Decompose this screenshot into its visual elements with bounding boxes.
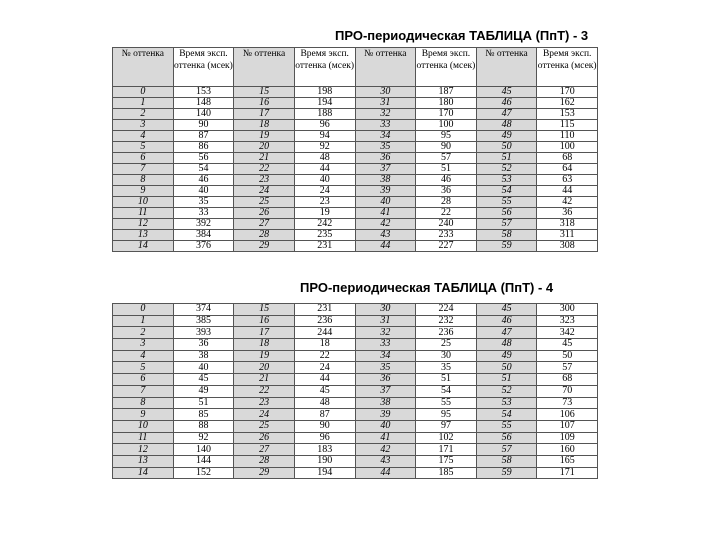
exposure-time-cell: 240	[416, 219, 477, 230]
exposure-time-cell: 190	[294, 455, 355, 467]
shade-number-cell: 59	[476, 241, 537, 252]
table-row	[113, 327, 598, 339]
table-row	[113, 350, 598, 362]
shade-number-cell: 8	[113, 397, 174, 409]
shade-number-cell: 41	[355, 208, 416, 219]
table-row	[113, 420, 598, 432]
shade-number-cell: 0	[113, 304, 174, 316]
shade-number-cell: 13	[113, 230, 174, 241]
shade-number-cell: 50	[476, 362, 537, 374]
table-row	[113, 208, 598, 219]
exposure-time-cell: 236	[294, 315, 355, 327]
shade-number-cell: 10	[113, 420, 174, 432]
exposure-time-cell: 28	[416, 197, 477, 208]
table-row	[113, 315, 598, 327]
exposure-time-cell: 57	[537, 362, 598, 374]
table-row	[113, 467, 598, 479]
table-row	[113, 142, 598, 153]
exposure-time-cell: 183	[294, 444, 355, 456]
shade-number-cell: 16	[234, 98, 295, 109]
shade-number-cell: 10	[113, 197, 174, 208]
exposure-time-cell: 233	[416, 230, 477, 241]
header-exposure-time: Время экcп. оттенка (мсек)	[173, 48, 234, 87]
exposure-time-cell: 64	[537, 164, 598, 175]
shade-number-cell: 26	[234, 208, 295, 219]
shade-number-cell: 6	[113, 153, 174, 164]
exposure-time-cell: 45	[537, 339, 598, 351]
header-shade-number: № оттенка	[234, 48, 295, 87]
shade-number-cell: 39	[355, 186, 416, 197]
shade-number-cell: 9	[113, 409, 174, 421]
exposure-time-cell: 54	[173, 164, 234, 175]
exposure-time-cell: 49	[173, 385, 234, 397]
shade-number-cell: 40	[355, 420, 416, 432]
exposure-time-cell: 45	[173, 374, 234, 386]
exposure-time-cell: 140	[173, 444, 234, 456]
shade-number-cell: 29	[234, 241, 295, 252]
exposure-time-cell: 231	[294, 241, 355, 252]
exposure-time-cell: 236	[416, 327, 477, 339]
shade-number-cell: 36	[355, 374, 416, 386]
exposure-time-cell: 188	[294, 109, 355, 120]
exposure-time-cell: 198	[294, 87, 355, 98]
shade-number-cell: 12	[113, 219, 174, 230]
shade-number-cell: 34	[355, 350, 416, 362]
shade-number-cell: 37	[355, 164, 416, 175]
exposure-time-cell: 51	[416, 164, 477, 175]
shade-number-cell: 50	[476, 142, 537, 153]
shade-number-cell: 6	[113, 374, 174, 386]
exposure-time-cell: 45	[294, 385, 355, 397]
table-4	[112, 303, 598, 479]
shade-number-cell: 15	[234, 304, 295, 316]
table-row	[113, 385, 598, 397]
shade-number-cell: 33	[355, 120, 416, 131]
exposure-time-cell: 170	[416, 109, 477, 120]
shade-number-cell: 30	[355, 304, 416, 316]
exposure-time-cell: 63	[537, 175, 598, 186]
exposure-time-cell: 140	[173, 109, 234, 120]
exposure-time-cell: 35	[173, 197, 234, 208]
exposure-time-cell: 235	[294, 230, 355, 241]
table-row	[113, 241, 598, 252]
shade-number-cell: 7	[113, 385, 174, 397]
shade-number-cell: 46	[476, 98, 537, 109]
shade-number-cell: 40	[355, 197, 416, 208]
shade-number-cell: 59	[476, 467, 537, 479]
exposure-time-cell: 232	[416, 315, 477, 327]
exposure-time-cell: 42	[537, 197, 598, 208]
exposure-time-cell: 185	[416, 467, 477, 479]
exposure-time-cell: 376	[173, 241, 234, 252]
shade-number-cell: 34	[355, 131, 416, 142]
shade-number-cell: 9	[113, 186, 174, 197]
exposure-time-cell: 148	[173, 98, 234, 109]
table-3	[112, 47, 598, 252]
shade-number-cell: 56	[476, 432, 537, 444]
shade-number-cell: 19	[234, 131, 295, 142]
exposure-time-cell: 24	[294, 362, 355, 374]
shade-number-cell: 57	[476, 219, 537, 230]
exposure-time-cell: 86	[173, 142, 234, 153]
exposure-time-cell: 244	[294, 327, 355, 339]
exposure-time-cell: 385	[173, 315, 234, 327]
shade-number-cell: 35	[355, 142, 416, 153]
shade-number-cell: 42	[355, 444, 416, 456]
exposure-time-cell: 87	[173, 131, 234, 142]
exposure-time-cell: 171	[537, 467, 598, 479]
exposure-time-cell: 342	[537, 327, 598, 339]
shade-number-cell: 37	[355, 385, 416, 397]
exposure-time-cell: 44	[537, 186, 598, 197]
shade-number-cell: 19	[234, 350, 295, 362]
shade-number-cell: 48	[476, 339, 537, 351]
header-exposure-time: Время экcп. оттенка (мсек)	[294, 48, 355, 87]
exposure-time-cell: 57	[416, 153, 477, 164]
exposure-time-cell: 38	[173, 350, 234, 362]
exposure-time-cell: 51	[416, 374, 477, 386]
shade-number-cell: 38	[355, 397, 416, 409]
exposure-time-cell: 95	[416, 409, 477, 421]
exposure-time-cell: 392	[173, 219, 234, 230]
header-exposure-time: Время экcп. оттенка (мсек)	[537, 48, 598, 87]
shade-number-cell: 26	[234, 432, 295, 444]
table-row	[113, 362, 598, 374]
exposure-time-cell: 54	[416, 385, 477, 397]
shade-number-cell: 45	[476, 304, 537, 316]
exposure-time-cell: 393	[173, 327, 234, 339]
shade-number-cell: 23	[234, 397, 295, 409]
shade-number-cell: 27	[234, 444, 295, 456]
shade-number-cell: 49	[476, 350, 537, 362]
shade-number-cell: 47	[476, 109, 537, 120]
shade-number-cell: 28	[234, 455, 295, 467]
exposure-time-cell: 55	[416, 397, 477, 409]
shade-number-cell: 38	[355, 175, 416, 186]
header-shade-number: № оттенка	[355, 48, 416, 87]
table-row	[113, 109, 598, 120]
table-row	[113, 409, 598, 421]
exposure-time-cell: 300	[537, 304, 598, 316]
exposure-time-cell: 22	[416, 208, 477, 219]
shade-number-cell: 18	[234, 339, 295, 351]
shade-number-cell: 45	[476, 87, 537, 98]
exposure-time-cell: 242	[294, 219, 355, 230]
exposure-time-cell: 106	[537, 409, 598, 421]
exposure-time-cell: 25	[416, 339, 477, 351]
exposure-time-cell: 102	[416, 432, 477, 444]
table-row	[113, 397, 598, 409]
shade-number-cell: 1	[113, 315, 174, 327]
exposure-time-cell: 94	[294, 131, 355, 142]
exposure-time-cell: 44	[294, 164, 355, 175]
shade-number-cell: 20	[234, 362, 295, 374]
shade-number-cell: 43	[355, 455, 416, 467]
shade-number-cell: 4	[113, 131, 174, 142]
shade-number-cell: 28	[234, 230, 295, 241]
exposure-time-cell: 323	[537, 315, 598, 327]
exposure-time-cell: 95	[416, 131, 477, 142]
exposure-time-cell: 88	[173, 420, 234, 432]
shade-number-cell: 22	[234, 164, 295, 175]
exposure-time-cell: 187	[416, 87, 477, 98]
shade-number-cell: 57	[476, 444, 537, 456]
exposure-time-cell: 40	[294, 175, 355, 186]
shade-number-cell: 54	[476, 409, 537, 421]
exposure-time-cell: 160	[537, 444, 598, 456]
shade-number-cell: 51	[476, 374, 537, 386]
table-row	[113, 304, 598, 316]
exposure-time-cell: 50	[537, 350, 598, 362]
shade-number-cell: 25	[234, 197, 295, 208]
shade-number-cell: 56	[476, 208, 537, 219]
exposure-time-cell: 44	[294, 374, 355, 386]
shade-number-cell: 22	[234, 385, 295, 397]
exposure-time-cell: 162	[537, 98, 598, 109]
exposure-time-cell: 224	[416, 304, 477, 316]
shade-number-cell: 31	[355, 315, 416, 327]
table-row	[113, 175, 598, 186]
exposure-time-cell: 30	[416, 350, 477, 362]
exposure-time-cell: 48	[294, 153, 355, 164]
exposure-time-cell: 165	[537, 455, 598, 467]
shade-number-cell: 58	[476, 455, 537, 467]
shade-number-cell: 35	[355, 362, 416, 374]
shade-number-cell: 58	[476, 230, 537, 241]
table-row	[113, 444, 598, 456]
table-4-title: ПРО-периодическая ТАБЛИЦА (ПпТ) - 4	[300, 280, 554, 295]
table-row	[113, 455, 598, 467]
header-exposure-time: Время экcп. оттенка (мсек)	[416, 48, 477, 87]
table-row	[113, 374, 598, 386]
exposure-time-cell: 107	[537, 420, 598, 432]
exposure-time-cell: 227	[416, 241, 477, 252]
shade-number-cell: 11	[113, 432, 174, 444]
exposure-time-cell: 70	[537, 385, 598, 397]
exposure-time-cell: 90	[173, 120, 234, 131]
exposure-time-cell: 73	[537, 397, 598, 409]
shade-number-cell: 11	[113, 208, 174, 219]
shade-number-cell: 46	[476, 315, 537, 327]
table-row	[113, 120, 598, 131]
exposure-time-cell: 46	[173, 175, 234, 186]
shade-number-cell: 14	[113, 467, 174, 479]
exposure-time-cell: 97	[416, 420, 477, 432]
shade-number-cell: 3	[113, 120, 174, 131]
exposure-time-cell: 144	[173, 455, 234, 467]
shade-number-cell: 32	[355, 327, 416, 339]
exposure-time-cell: 92	[294, 142, 355, 153]
exposure-time-cell: 152	[173, 467, 234, 479]
shade-number-cell: 44	[355, 241, 416, 252]
shade-number-cell: 52	[476, 164, 537, 175]
exposure-time-cell: 51	[173, 397, 234, 409]
exposure-time-cell: 115	[537, 120, 598, 131]
shade-number-cell: 17	[234, 109, 295, 120]
exposure-time-cell: 68	[537, 374, 598, 386]
table-row	[113, 219, 598, 230]
table-row	[113, 186, 598, 197]
exposure-time-cell: 175	[416, 455, 477, 467]
exposure-time-cell: 96	[294, 432, 355, 444]
shade-number-cell: 2	[113, 109, 174, 120]
exposure-time-cell: 96	[294, 120, 355, 131]
shade-number-cell: 42	[355, 219, 416, 230]
exposure-time-cell: 36	[416, 186, 477, 197]
exposure-time-cell: 318	[537, 219, 598, 230]
exposure-time-cell: 87	[294, 409, 355, 421]
shade-number-cell: 15	[234, 87, 295, 98]
table-header-row	[113, 48, 598, 87]
shade-number-cell: 4	[113, 350, 174, 362]
exposure-time-cell: 100	[416, 120, 477, 131]
exposure-time-cell: 153	[537, 109, 598, 120]
shade-number-cell: 12	[113, 444, 174, 456]
shade-number-cell: 21	[234, 374, 295, 386]
exposure-time-cell: 23	[294, 197, 355, 208]
shade-number-cell: 1	[113, 98, 174, 109]
exposure-time-cell: 170	[537, 87, 598, 98]
table-row	[113, 164, 598, 175]
exposure-time-cell: 374	[173, 304, 234, 316]
exposure-time-cell: 100	[537, 142, 598, 153]
shade-number-cell: 27	[234, 219, 295, 230]
shade-number-cell: 33	[355, 339, 416, 351]
shade-number-cell: 25	[234, 420, 295, 432]
shade-number-cell: 51	[476, 153, 537, 164]
table-row	[113, 153, 598, 164]
exposure-time-cell: 33	[173, 208, 234, 219]
shade-number-cell: 24	[234, 186, 295, 197]
shade-number-cell: 16	[234, 315, 295, 327]
shade-number-cell: 5	[113, 142, 174, 153]
shade-number-cell: 31	[355, 98, 416, 109]
shade-number-cell: 8	[113, 175, 174, 186]
exposure-time-cell: 153	[173, 87, 234, 98]
shade-number-cell: 20	[234, 142, 295, 153]
shade-number-cell: 7	[113, 164, 174, 175]
shade-number-cell: 32	[355, 109, 416, 120]
exposure-time-cell: 90	[294, 420, 355, 432]
exposure-time-cell: 110	[537, 131, 598, 142]
shade-number-cell: 49	[476, 131, 537, 142]
table-row	[113, 197, 598, 208]
shade-number-cell: 39	[355, 409, 416, 421]
exposure-time-cell: 48	[294, 397, 355, 409]
exposure-time-cell: 35	[416, 362, 477, 374]
shade-number-cell: 0	[113, 87, 174, 98]
shade-number-cell: 41	[355, 432, 416, 444]
exposure-time-cell: 85	[173, 409, 234, 421]
table-3-title: ПРО-периодическая ТАБЛИЦА (ПпТ) - 3	[335, 28, 589, 43]
table-row	[113, 98, 598, 109]
shade-number-cell: 55	[476, 420, 537, 432]
shade-number-cell: 24	[234, 409, 295, 421]
exposure-time-cell: 24	[294, 186, 355, 197]
exposure-time-cell: 19	[294, 208, 355, 219]
shade-number-cell: 3	[113, 339, 174, 351]
exposure-time-cell: 92	[173, 432, 234, 444]
shade-number-cell: 53	[476, 175, 537, 186]
exposure-time-cell: 90	[416, 142, 477, 153]
shade-number-cell: 2	[113, 327, 174, 339]
exposure-time-cell: 68	[537, 153, 598, 164]
shade-number-cell: 36	[355, 153, 416, 164]
shade-number-cell: 21	[234, 153, 295, 164]
exposure-time-cell: 36	[537, 208, 598, 219]
exposure-time-cell: 384	[173, 230, 234, 241]
shade-number-cell: 5	[113, 362, 174, 374]
shade-number-cell: 17	[234, 327, 295, 339]
table-row	[113, 339, 598, 351]
table-row	[113, 230, 598, 241]
table-row	[113, 432, 598, 444]
exposure-time-cell: 40	[173, 186, 234, 197]
header-shade-number: № оттенка	[113, 48, 174, 87]
exposure-time-cell: 36	[173, 339, 234, 351]
shade-number-cell: 43	[355, 230, 416, 241]
exposure-time-cell: 46	[416, 175, 477, 186]
table-row	[113, 87, 598, 98]
shade-number-cell: 48	[476, 120, 537, 131]
shade-number-cell: 14	[113, 241, 174, 252]
exposure-time-cell: 18	[294, 339, 355, 351]
shade-number-cell: 44	[355, 467, 416, 479]
exposure-time-cell: 194	[294, 98, 355, 109]
shade-number-cell: 52	[476, 385, 537, 397]
shade-number-cell: 29	[234, 467, 295, 479]
shade-number-cell: 54	[476, 186, 537, 197]
exposure-time-cell: 109	[537, 432, 598, 444]
exposure-time-cell: 308	[537, 241, 598, 252]
shade-number-cell: 30	[355, 87, 416, 98]
shade-number-cell: 55	[476, 197, 537, 208]
header-shade-number: № оттенка	[476, 48, 537, 87]
shade-number-cell: 23	[234, 175, 295, 186]
exposure-time-cell: 22	[294, 350, 355, 362]
exposure-time-cell: 194	[294, 467, 355, 479]
shade-number-cell: 47	[476, 327, 537, 339]
shade-number-cell: 18	[234, 120, 295, 131]
exposure-time-cell: 56	[173, 153, 234, 164]
exposure-time-cell: 180	[416, 98, 477, 109]
exposure-time-cell: 231	[294, 304, 355, 316]
exposure-time-cell: 171	[416, 444, 477, 456]
shade-number-cell: 53	[476, 397, 537, 409]
exposure-time-cell: 40	[173, 362, 234, 374]
shade-number-cell: 13	[113, 455, 174, 467]
exposure-time-cell: 311	[537, 230, 598, 241]
table-row	[113, 131, 598, 142]
